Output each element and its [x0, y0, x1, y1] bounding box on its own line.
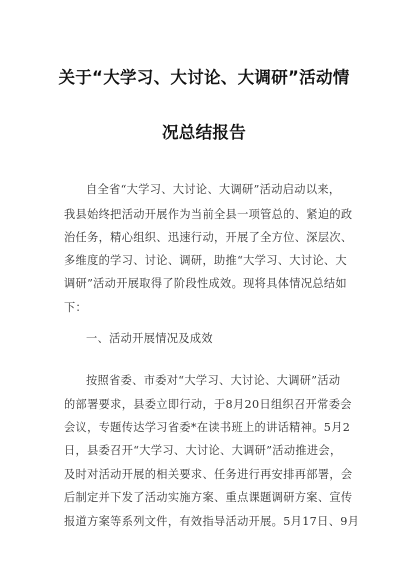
paragraph-1-line: 治任务，精心组织、迅速行动，开展了全方位、深层次、	[64, 231, 353, 244]
document-title-line-1: 关于“大学习、大讨论、大调研”活动情	[58, 68, 350, 87]
paragraph-2-line: 报道方案等系列文件，有效指导活动开展。5月17日、9月	[64, 515, 360, 528]
paragraph-1-line: 自全省“大学习、大讨论、大调研”活动启动以来，	[86, 183, 341, 196]
paragraph-2-line: 会议，专题传达学习省委*在读书班上的讲话精神。5月2	[64, 421, 351, 434]
paragraph-2-line: 后制定并下发了活动实施方案、重点课题调研方案、宣传	[64, 491, 353, 504]
paragraph-2-line: 日，县委召开“大学习、大讨论、大调研”活动推进会，	[64, 444, 342, 457]
paragraph-2-line: 的部署要求，县委立即行动，于8月20日组织召开常委会	[64, 398, 352, 411]
paragraph-2-line: 按照省委、市委对“大学习、大讨论、大调研”活动	[86, 374, 341, 387]
section-1-heading: 一、活动开展情况及成效	[86, 332, 213, 345]
document-title-line-2: 况总结报告	[162, 123, 246, 142]
paragraph-1-line: 我县始终把活动开展作为当前全县一项管总的、紧迫的政	[64, 208, 353, 221]
paragraph-1-line: 下：	[64, 301, 88, 314]
paragraph-1-line: 调研”活动开展取得了阶段性成效。现将具体情况总结如	[64, 277, 347, 290]
paragraph-2-line: 及时对活动开展的相关要求、任务进行再安排再部署，会	[64, 468, 353, 481]
paragraph-1-line: 多维度的学习、讨论、调研，助推“大学习、大讨论、大	[64, 254, 347, 267]
